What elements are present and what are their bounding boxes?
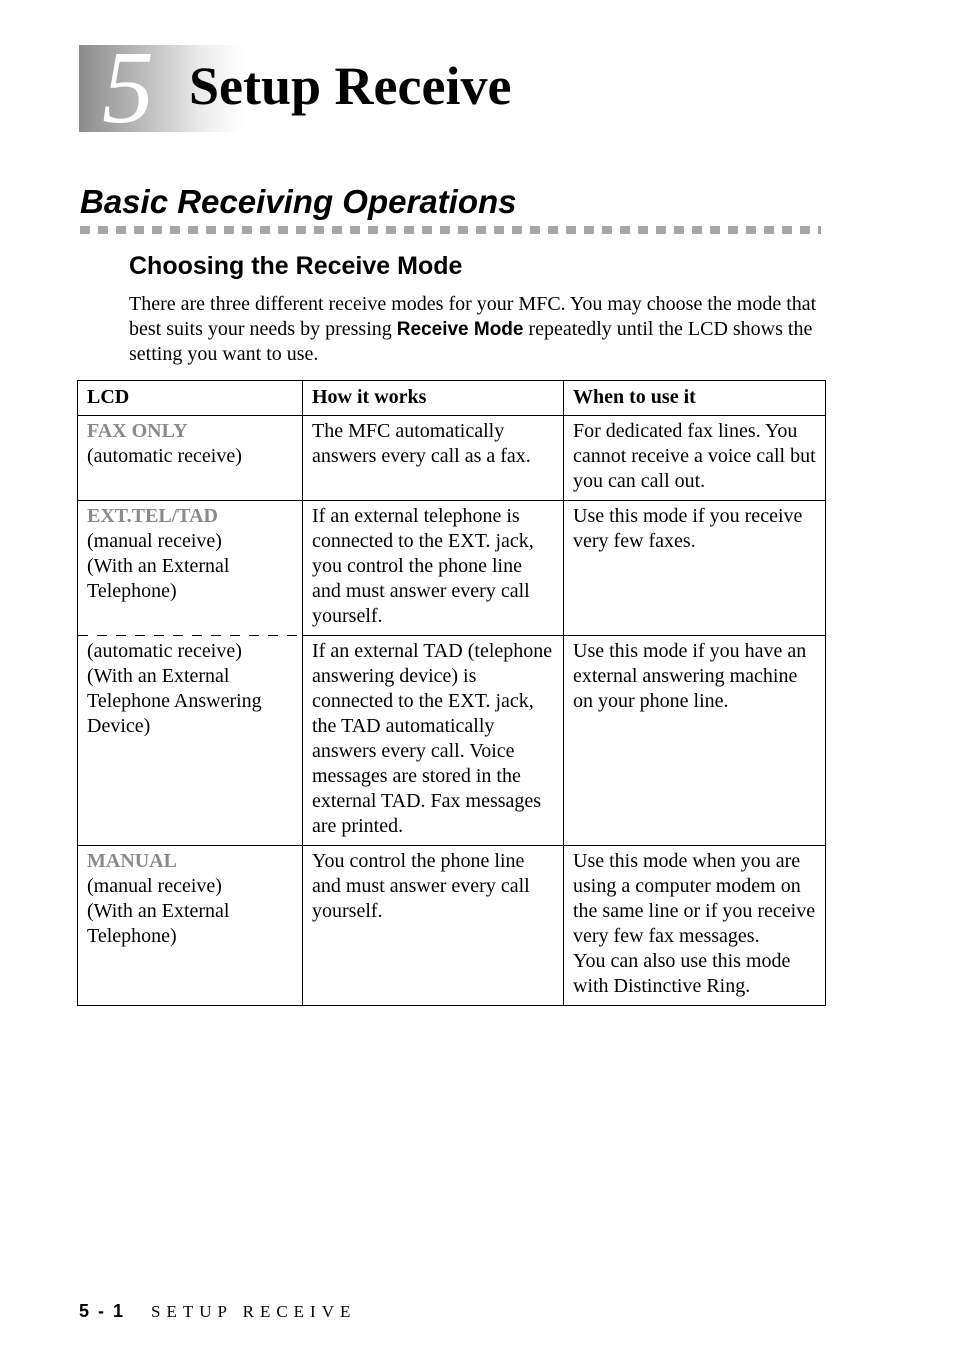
how-it-works-cell: If an external telephone is connected to the EXT. jack, you control the phone line and must answer every call yourself.	[303, 501, 564, 636]
intro-paragraph	[129, 292, 829, 367]
table-row	[78, 501, 826, 636]
section-title: Basic Receiving Operations	[80, 183, 517, 220]
subsection-title: Choosing the Receive Mode	[129, 252, 463, 280]
page-footer	[79, 1299, 356, 1324]
mode-name: MANUAL	[87, 850, 177, 872]
dashed-divider	[78, 635, 303, 636]
lcd-cell	[78, 501, 303, 636]
when-to-use-text: You can also use this mode with Distinctive Ring.	[573, 950, 791, 997]
table-header-row	[78, 381, 826, 416]
table-row	[78, 636, 826, 846]
receive-mode-table	[77, 380, 826, 1006]
mode-description: (automatic receive)	[87, 640, 242, 662]
table-row	[78, 416, 826, 501]
lcd-cell	[78, 846, 303, 1006]
when-to-use-text: Use this mode when you are using a computer modem on the same line or if you receive very few fax messages.	[573, 850, 816, 947]
mode-description: (With an External Telephone)	[87, 555, 230, 602]
when-to-use-cell: Use this mode if you have an external answering machine on your phone line.	[564, 636, 826, 846]
how-it-works-cell: The MFC automatically answers every call as a fax.	[303, 416, 564, 501]
mode-name: FAX ONLY	[87, 420, 188, 442]
mode-description: (manual receive)	[87, 875, 222, 897]
how-it-works-cell: You control the phone line and must answer every call yourself.	[303, 846, 564, 1006]
section-divider	[80, 226, 821, 234]
intro-text-2: repeatedly until the LCD shows the setting you want to use.	[129, 318, 813, 365]
chapter-title: Setup Receive	[189, 56, 512, 116]
table-row	[78, 846, 826, 1006]
when-to-use-cell	[564, 846, 826, 1006]
lcd-cell	[78, 636, 303, 846]
header-when-to-use: When to use it	[564, 381, 826, 416]
mode-description: (With an External Telephone Answering Device)	[87, 665, 262, 737]
running-title: SETUP RECEIVE	[151, 1302, 357, 1321]
when-to-use-cell: For dedicated fax lines. You cannot receive a voice call but you can call out.	[564, 416, 826, 501]
page-number: 5 - 1	[79, 1301, 126, 1321]
header-lcd: LCD	[78, 381, 303, 416]
chapter-number: 5	[102, 30, 154, 145]
lcd-cell	[78, 416, 303, 501]
how-it-works-cell: If an external TAD (telephone answering device) is connected to the EXT. jack, the TAD automatically answers every call. Voice messages are stored in the external TAD. Fax messages are printed.	[303, 636, 564, 846]
mode-description: (automatic receive)	[87, 445, 242, 467]
mode-name: EXT.TEL/TAD	[87, 505, 218, 527]
header-how-it-works: How it works	[303, 381, 564, 416]
receive-mode-key: Receive Mode	[396, 319, 524, 340]
intro-text-1: There are three different receive modes for your MFC. You may choose the mode that best suits your needs by pressing	[129, 293, 817, 340]
mode-description: (manual receive)	[87, 530, 222, 552]
mode-description: (With an External Telephone)	[87, 900, 230, 947]
when-to-use-cell: Use this mode if you receive very few faxes.	[564, 501, 826, 636]
